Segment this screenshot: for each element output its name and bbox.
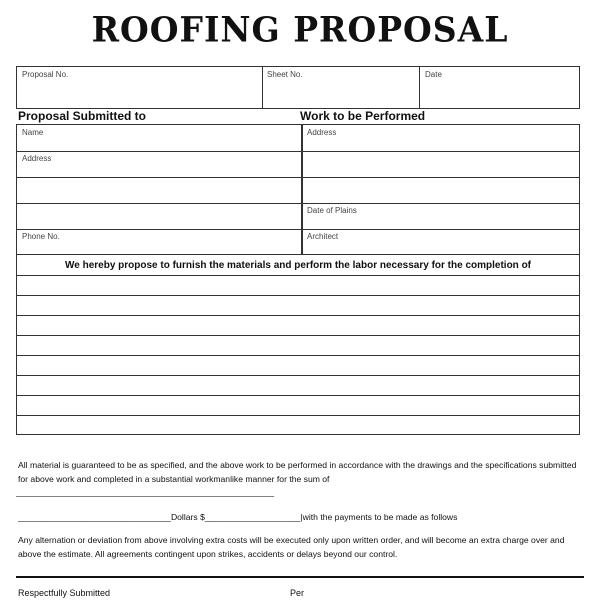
contact-table	[16, 124, 580, 255]
phone-label: Phone No.	[22, 232, 60, 241]
proposal-no-field[interactable]	[17, 67, 263, 108]
sheet-no-label: Sheet No.	[267, 70, 303, 79]
dollars-line[interactable]: ________________________________Dollars $____________________|with the payments to be made as follows	[18, 512, 458, 522]
submitted-heading: Proposal Submitted to	[18, 109, 147, 123]
signature-divider	[16, 576, 584, 578]
page-title: ROOFING PROPOSAL	[91, 9, 509, 50]
name-label: Name	[22, 128, 44, 137]
work-address-label: Address	[307, 128, 337, 137]
alteration-text: Any alternation or deviation from above involving extra costs will be executed only upon written order, and will become an extra charge over and above the estimate. All agreements contingent upon strikes, accidents or delays beyond our control.	[18, 535, 565, 559]
proposal-no-label: Proposal No.	[22, 70, 69, 79]
phone-field[interactable]	[17, 229, 301, 255]
architect-label: Architect	[307, 232, 339, 241]
guarantee-text: All material is guaranteed to be as specified, and the above work to be performed in accordance with the drawings and the specifications submitted for above work and completed in a substantial workmanlike manner for the sum of	[18, 460, 577, 484]
sheet-no-field[interactable]	[262, 67, 420, 108]
date-label: Date	[425, 70, 442, 79]
architect-field[interactable]	[302, 229, 579, 255]
description-lines[interactable]	[17, 275, 579, 435]
respectfully-submitted-label: Respectfully Submitted	[18, 588, 111, 598]
propose-text: We hereby propose to furnish the materials and perform the labor necessary for the completion of	[64, 260, 532, 271]
date-of-plains-label: Date of Plains	[307, 206, 357, 215]
date-of-plains-field[interactable]	[302, 203, 579, 229]
row-divider	[17, 177, 579, 178]
address-field[interactable]	[17, 151, 301, 177]
work-description-table[interactable]	[16, 254, 580, 435]
name-field[interactable]	[17, 125, 301, 151]
sum-line[interactable]: ______________________________________________________	[16, 487, 275, 497]
per-label: Per	[290, 588, 305, 598]
work-address-field[interactable]	[302, 125, 579, 151]
address-label: Address	[22, 154, 52, 163]
work-heading: Work to be Performed	[300, 109, 426, 123]
date-field[interactable]	[420, 67, 580, 108]
header-fields	[16, 66, 580, 109]
